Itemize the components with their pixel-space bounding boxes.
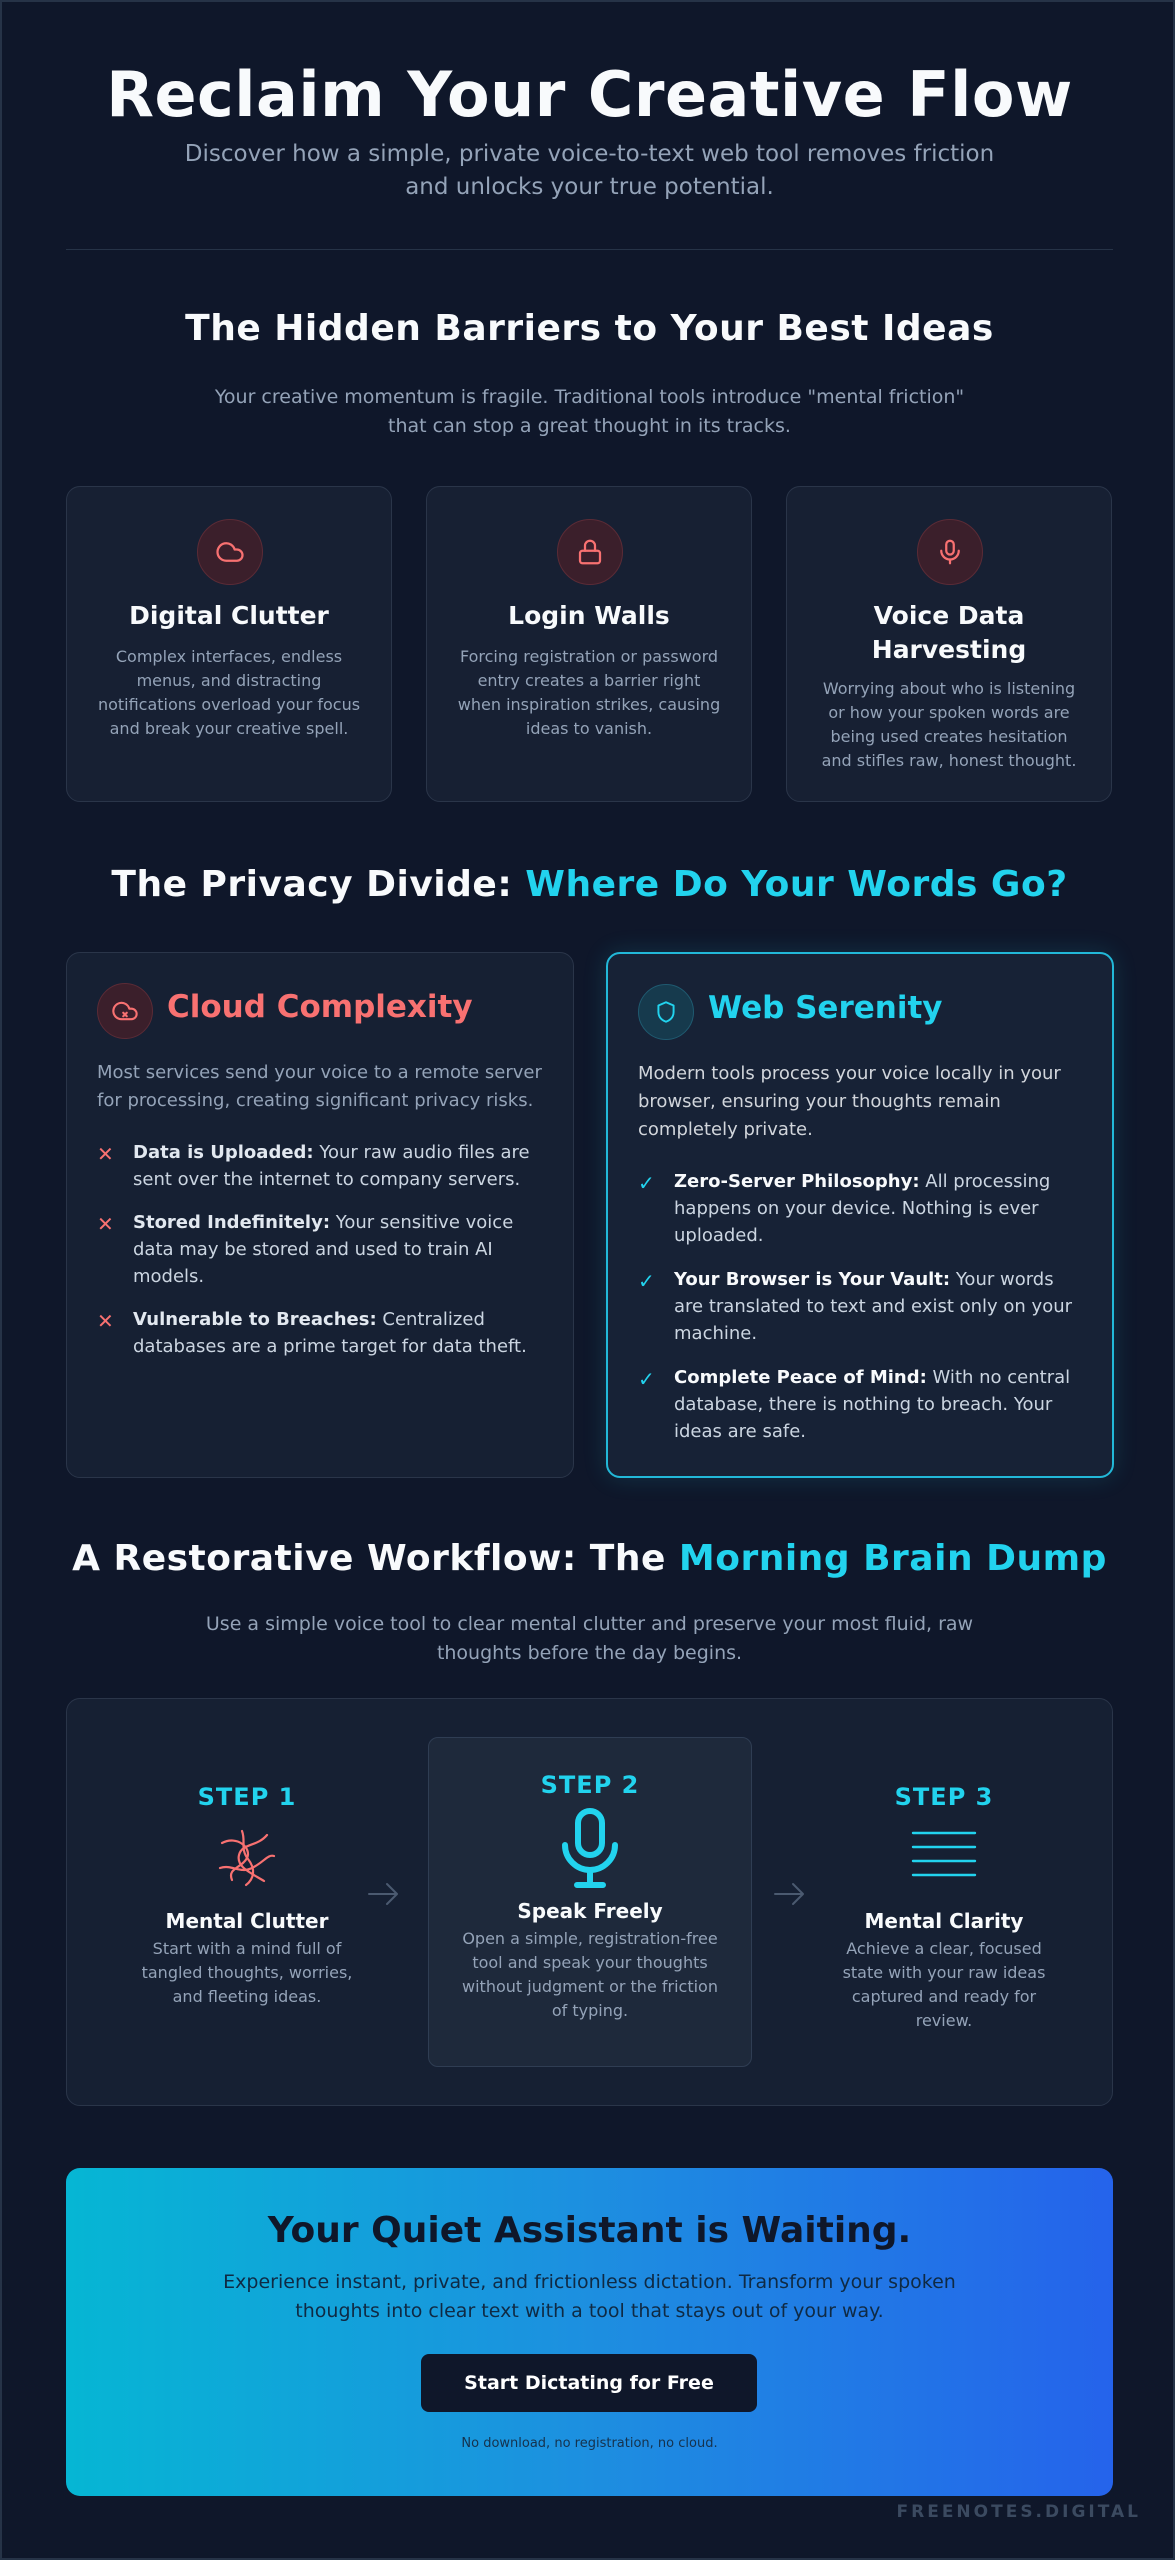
workflow-title	[2, 1538, 1175, 1579]
workflow-steps	[66, 1698, 1113, 2106]
x-icon: ✕	[97, 1212, 114, 1236]
step-1	[97, 1783, 397, 2009]
step-number: STEP 2	[540, 1771, 640, 1799]
arrow-right-icon	[367, 1879, 401, 1909]
step-title: Mental Clarity	[864, 1909, 1024, 1933]
cta-note: No download, no registration, no cloud.	[461, 2436, 718, 2451]
check-icon: ✓	[638, 1367, 655, 1391]
page-title: Reclaim Your Creative Flow	[106, 58, 1073, 131]
microphone-icon	[917, 519, 983, 585]
microphone-icon	[428, 1807, 752, 1891]
benefit-item: ✓ Your Browser is Your Vault: Your words are translated to text and exist only on your machine.	[638, 1269, 1073, 1344]
lock-icon	[557, 519, 623, 585]
brand-watermark: FREENOTES.DIGITAL	[896, 2502, 1141, 2522]
divide-title-lead: The Privacy Divide:	[111, 864, 526, 905]
header-divider	[66, 249, 1113, 250]
panel-description: Most services send your voice to a remote server for processing, creating significant privacy risks.	[97, 1062, 542, 1111]
page-subtitle: Discover how a simple, private voice-to-text web tool removes friction and unlocks your true potential.	[184, 141, 995, 200]
step-number: STEP 1	[197, 1783, 297, 1811]
panel-description: Modern tools process your voice locally in your browser, ensuring your thoughts remain completely private.	[638, 1063, 1061, 1140]
step-description: Achieve a clear, focused state with your raw ideas captured and ready for review.	[842, 1939, 1046, 2030]
web-serenity-panel	[606, 952, 1114, 1478]
workflow-title-highlight: Morning Brain Dump	[678, 1538, 1107, 1579]
step-title: Mental Clutter	[165, 1909, 329, 1933]
cta-subtitle: Experience instant, private, and frictionless dictation. Transform your spoken thoughts into clear text with a tool that stays out of your way.	[223, 2271, 956, 2322]
card-description: Complex interfaces, endless menus, and distracting notifications overload your focus and break your creative spell.	[97, 647, 361, 738]
benefit-item: ✓ Complete Peace of Mind: With no central database, there is nothing to breach. Your ideas are safe.	[638, 1367, 1071, 1442]
panel-title: Web Serenity	[708, 990, 943, 1026]
start-dictating-button[interactable]: Start Dictating for Free	[421, 2354, 757, 2412]
step-description: Open a simple, registration-free tool and speak your thoughts without judgment or the friction of typing.	[462, 1929, 718, 2020]
step-number: STEP 3	[894, 1783, 994, 1811]
workflow-title-lead: A Restorative Workflow: The	[72, 1538, 679, 1579]
step-3	[794, 1783, 1094, 2033]
shield-icon	[638, 984, 694, 1040]
risk-item: ✕ Vulnerable to Breaches: Centralized databases are a prime target for data theft.	[97, 1309, 527, 1357]
risk-item: ✕ Data is Uploaded: Your raw audio files are sent over the internet to company servers.	[97, 1142, 530, 1190]
benefit-item: ✓ Zero-Server Philosophy: All processing happens on your device. Nothing is ever uploaded.	[638, 1171, 1051, 1246]
barrier-card-voice-data	[786, 486, 1112, 802]
card-title: Voice Data Harvesting	[871, 601, 1027, 664]
tangled-lines-icon	[97, 1823, 397, 1903]
divide-title	[2, 864, 1175, 905]
cta-title: Your Quiet Assistant is Waiting.	[267, 2210, 912, 2251]
barrier-card-login-walls	[426, 486, 752, 802]
workflow-subtitle: Use a simple voice tool to clear mental clutter and preserve your most fluid, raw thoughts before the day begins.	[205, 1613, 974, 1664]
card-description: Worrying about who is listening or how your spoken words are being used creates hesitation and stifles raw, honest thought.	[821, 679, 1077, 770]
divide-title-highlight: Where Do Your Words Go?	[525, 864, 1068, 905]
check-icon: ✓	[638, 1269, 655, 1293]
x-icon: ✕	[97, 1142, 114, 1166]
barriers-subtitle: Your creative momentum is fragile. Traditional tools introduce "mental friction" that can stop a great thought in its tracks.	[214, 386, 965, 437]
text-lines-icon	[794, 1823, 1094, 1903]
cloud-upload-icon	[97, 983, 153, 1039]
step-2	[428, 1771, 752, 2023]
barriers-title: The Hidden Barriers to Your Best Ideas	[185, 308, 994, 349]
cta-banner	[66, 2168, 1113, 2496]
card-title: Digital Clutter	[129, 601, 329, 630]
cloud-complexity-panel	[66, 952, 574, 1478]
check-icon: ✓	[638, 1171, 655, 1195]
step-description: Start with a mind full of tangled thoughts, worries, and fleeting ideas.	[141, 1939, 353, 2006]
panel-title: Cloud Complexity	[167, 989, 473, 1025]
card-title: Login Walls	[508, 601, 670, 630]
step-title: Speak Freely	[517, 1899, 663, 1923]
risk-item: ✕ Stored Indefinitely: Your sensitive voice data may be stored and used to train AI models.	[97, 1212, 514, 1287]
x-icon: ✕	[97, 1309, 114, 1333]
cloud-icon	[197, 519, 263, 585]
card-description: Forcing registration or password entry creates a barrier right when inspiration strikes, causing ideas to vanish.	[457, 647, 721, 738]
barrier-card-digital-clutter	[66, 486, 392, 802]
